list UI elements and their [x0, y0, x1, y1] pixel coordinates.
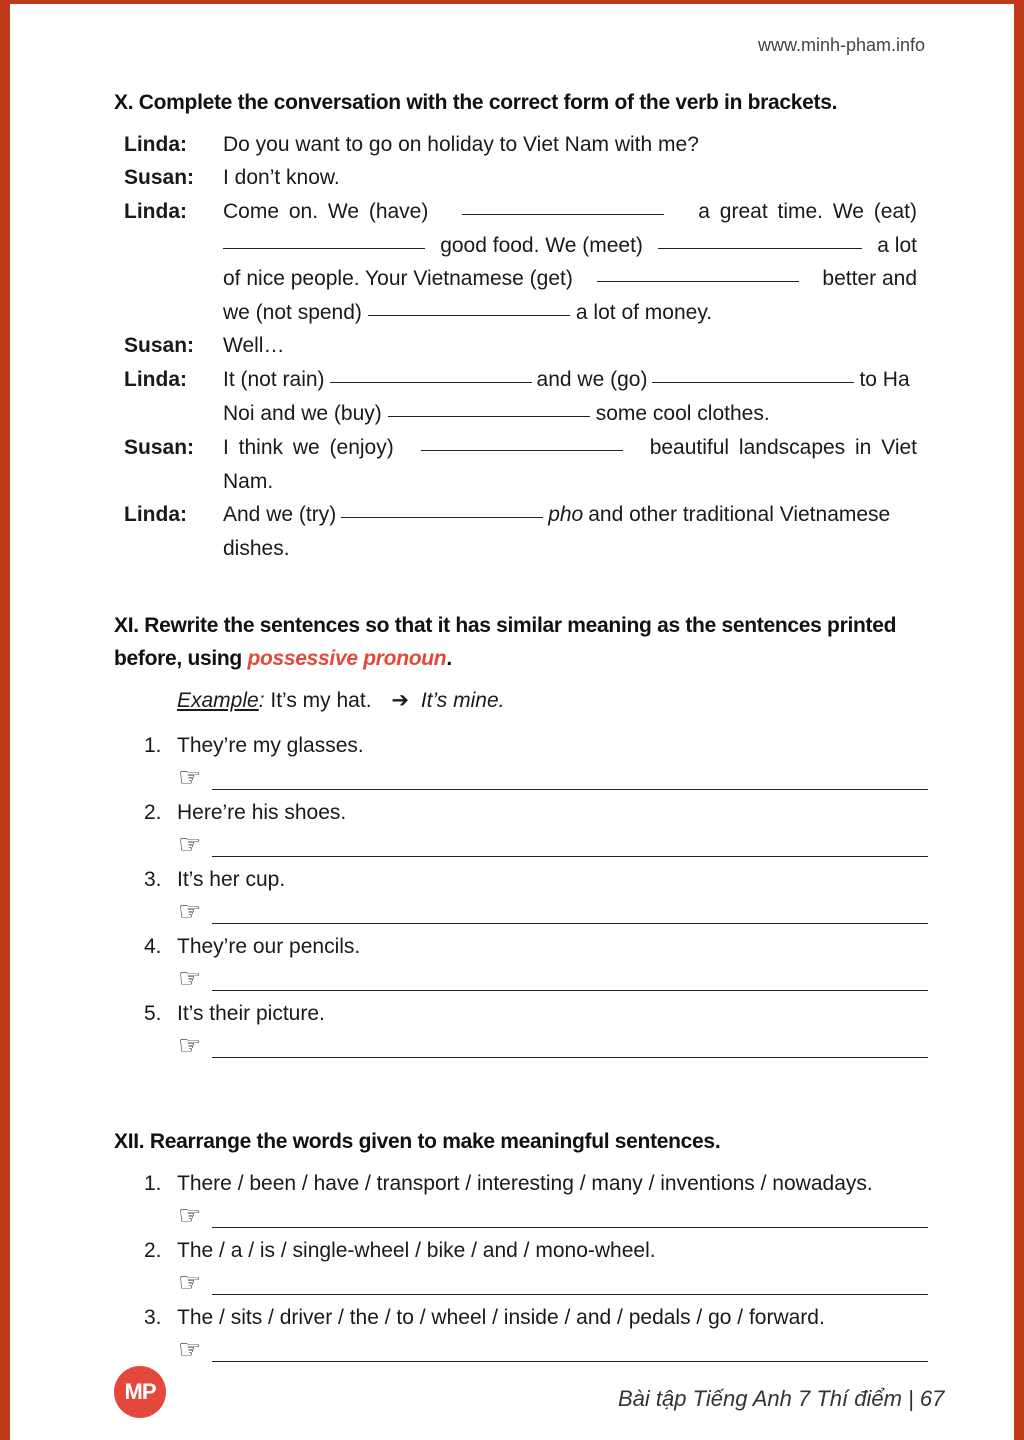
- item-number: 4.: [144, 935, 162, 958]
- answer-blank[interactable]: [652, 363, 854, 383]
- section-11-title-line1: XI. Rewrite the sentences so that it has similar meaning as the sentences printed: [114, 614, 897, 637]
- answer-blank[interactable]: [388, 397, 590, 417]
- exercise-item: [144, 1306, 825, 1330]
- pointing-hand-icon: ☞: [178, 1267, 202, 1297]
- item-number: 1.: [144, 734, 162, 757]
- speech-text: dishes.: [223, 536, 290, 560]
- answer-rule: [212, 1294, 928, 1295]
- section-11-title-line2: before, using: [114, 647, 248, 670]
- item-number: 2.: [144, 1239, 162, 1262]
- example-colon: :: [258, 689, 265, 712]
- exercise-item: [144, 935, 360, 959]
- answer-blank[interactable]: [330, 363, 532, 383]
- speech-text: And we (try): [223, 503, 337, 526]
- answer-rule: [212, 856, 928, 857]
- answer-rule: [212, 789, 928, 790]
- answer-rule: [212, 923, 928, 924]
- item-text: They’re my glasses.: [177, 734, 364, 757]
- exercise-item: [144, 1239, 656, 1263]
- speech-text: Well…: [223, 334, 285, 357]
- answer-blank[interactable]: [223, 229, 425, 249]
- section-11-title: [114, 614, 896, 638]
- answer-rule: [212, 1057, 928, 1058]
- answer-line[interactable]: [178, 1267, 928, 1297]
- answer-rule: [212, 1361, 928, 1362]
- pointing-hand-icon: ☞: [178, 1030, 202, 1060]
- speaker-label: Linda:: [124, 368, 187, 391]
- speaker-label: Linda:: [124, 503, 187, 526]
- answer-blank[interactable]: [421, 431, 623, 451]
- item-number: 2.: [144, 801, 162, 824]
- worksheet-page: [10, 4, 1014, 1440]
- answer-line[interactable]: [178, 762, 928, 792]
- speech-text: and other traditional Vietnamese: [588, 503, 891, 526]
- speech-text: of nice people. Your Vietnamese (get): [223, 267, 573, 290]
- speech-text: beautiful landscapes in Viet: [649, 436, 917, 459]
- right-arrow-icon: ➔: [391, 689, 409, 712]
- item-text: The / sits / driver / the / to / wheel / inside / and / pedals / go / forward.: [177, 1306, 825, 1329]
- pointing-hand-icon: ☞: [178, 1334, 202, 1364]
- item-number: 5.: [144, 1002, 162, 1025]
- speech: [223, 161, 917, 195]
- speech-text: It (not rain): [223, 368, 325, 391]
- speech: [223, 329, 917, 363]
- answer-line[interactable]: [178, 1334, 928, 1364]
- publisher-logo: MP: [114, 1366, 166, 1418]
- speech-text: Nam.: [223, 469, 274, 493]
- answer-line[interactable]: [178, 1200, 928, 1230]
- speech-text: pho: [548, 503, 584, 526]
- answer-blank[interactable]: [462, 195, 664, 215]
- speech: [223, 128, 917, 162]
- speaker-label: Susan:: [124, 436, 195, 459]
- section-12-title: XII. Rearrange the words given to make meaningful sentences.: [114, 1130, 721, 1153]
- speech-text: some cool clothes.: [595, 401, 770, 425]
- speech-text: Do you want to go on holiday to Viet Nam with me?: [223, 133, 699, 156]
- item-text: Here’re his shoes.: [177, 801, 347, 824]
- item-text: It’s her cup.: [177, 868, 286, 891]
- answer-line[interactable]: [178, 896, 928, 926]
- example-sentence: It’s my hat.: [270, 689, 372, 712]
- item-number: 3.: [144, 868, 162, 891]
- pointing-hand-icon: ☞: [178, 896, 202, 926]
- speech-text: a lot: [877, 233, 917, 257]
- exercise-item: [144, 734, 364, 758]
- exercise-item: [144, 1172, 873, 1196]
- answer-line[interactable]: [178, 963, 928, 993]
- item-text: There / been / have / transport / interesting / many / inventions / nowadays.: [177, 1172, 873, 1195]
- speech-text: good food. We (meet): [440, 233, 643, 257]
- speech-text: Come on. We (have): [223, 200, 429, 223]
- speaker-label: Linda:: [124, 200, 187, 223]
- speech: [223, 431, 917, 498]
- speech: [223, 363, 917, 430]
- pointing-hand-icon: ☞: [178, 829, 202, 859]
- exercise-item: [144, 801, 346, 825]
- answer-blank[interactable]: [368, 296, 570, 316]
- speech-text: I don’t know.: [223, 166, 340, 189]
- pointing-hand-icon: ☞: [178, 762, 202, 792]
- speech-text: a lot of money.: [575, 300, 713, 324]
- example-label: Example: [177, 689, 259, 712]
- speech-text: and we (go): [536, 368, 648, 391]
- item-text: The / a / is / single-wheel / bike / and / mono-wheel.: [177, 1239, 656, 1262]
- speech-text: we (not spend): [223, 300, 362, 324]
- speech-text: Noi and we (buy): [223, 401, 382, 425]
- item-text: It’s their picture.: [177, 1002, 325, 1025]
- section-11-title-cont: [114, 647, 452, 671]
- speaker-label: Linda:: [124, 133, 187, 156]
- exercise-item: [144, 1002, 325, 1026]
- example: [177, 688, 505, 713]
- speech-text: a great time. We (eat): [698, 200, 917, 223]
- answer-blank[interactable]: [658, 229, 862, 249]
- speaker-label: Susan:: [124, 334, 195, 357]
- exercise-item: [144, 868, 285, 892]
- speech-text: better and: [822, 267, 917, 290]
- speech: [223, 195, 917, 329]
- possessive-pronoun-highlight: possessive pronoun: [247, 647, 447, 670]
- speaker-label: Susan:: [124, 166, 195, 189]
- pointing-hand-icon: ☞: [178, 963, 202, 993]
- section-11-title-end: .: [446, 647, 452, 670]
- item-number: 1.: [144, 1172, 162, 1195]
- example-answer: It’s mine.: [420, 689, 505, 712]
- item-number: 3.: [144, 1306, 162, 1329]
- answer-blank[interactable]: [341, 498, 543, 518]
- site-url: www.minh-pham.info: [758, 35, 926, 55]
- speech: [223, 498, 917, 565]
- answer-rule: [212, 1227, 928, 1228]
- pointing-hand-icon: ☞: [178, 1200, 202, 1230]
- answer-rule: [212, 990, 928, 991]
- answer-blank[interactable]: [597, 262, 799, 282]
- answer-line[interactable]: [178, 1030, 928, 1060]
- section-10-title: X. Complete the conversation with the correct form of the verb in brackets.: [114, 91, 838, 114]
- answer-line[interactable]: [178, 829, 928, 859]
- speech-text: to Ha: [859, 368, 910, 391]
- page-footer: Bài tập Tiếng Anh 7 Thí điểm | 67: [618, 1386, 945, 1411]
- speech-text: I think we (enjoy): [223, 436, 394, 459]
- item-text: They’re our pencils.: [177, 935, 361, 958]
